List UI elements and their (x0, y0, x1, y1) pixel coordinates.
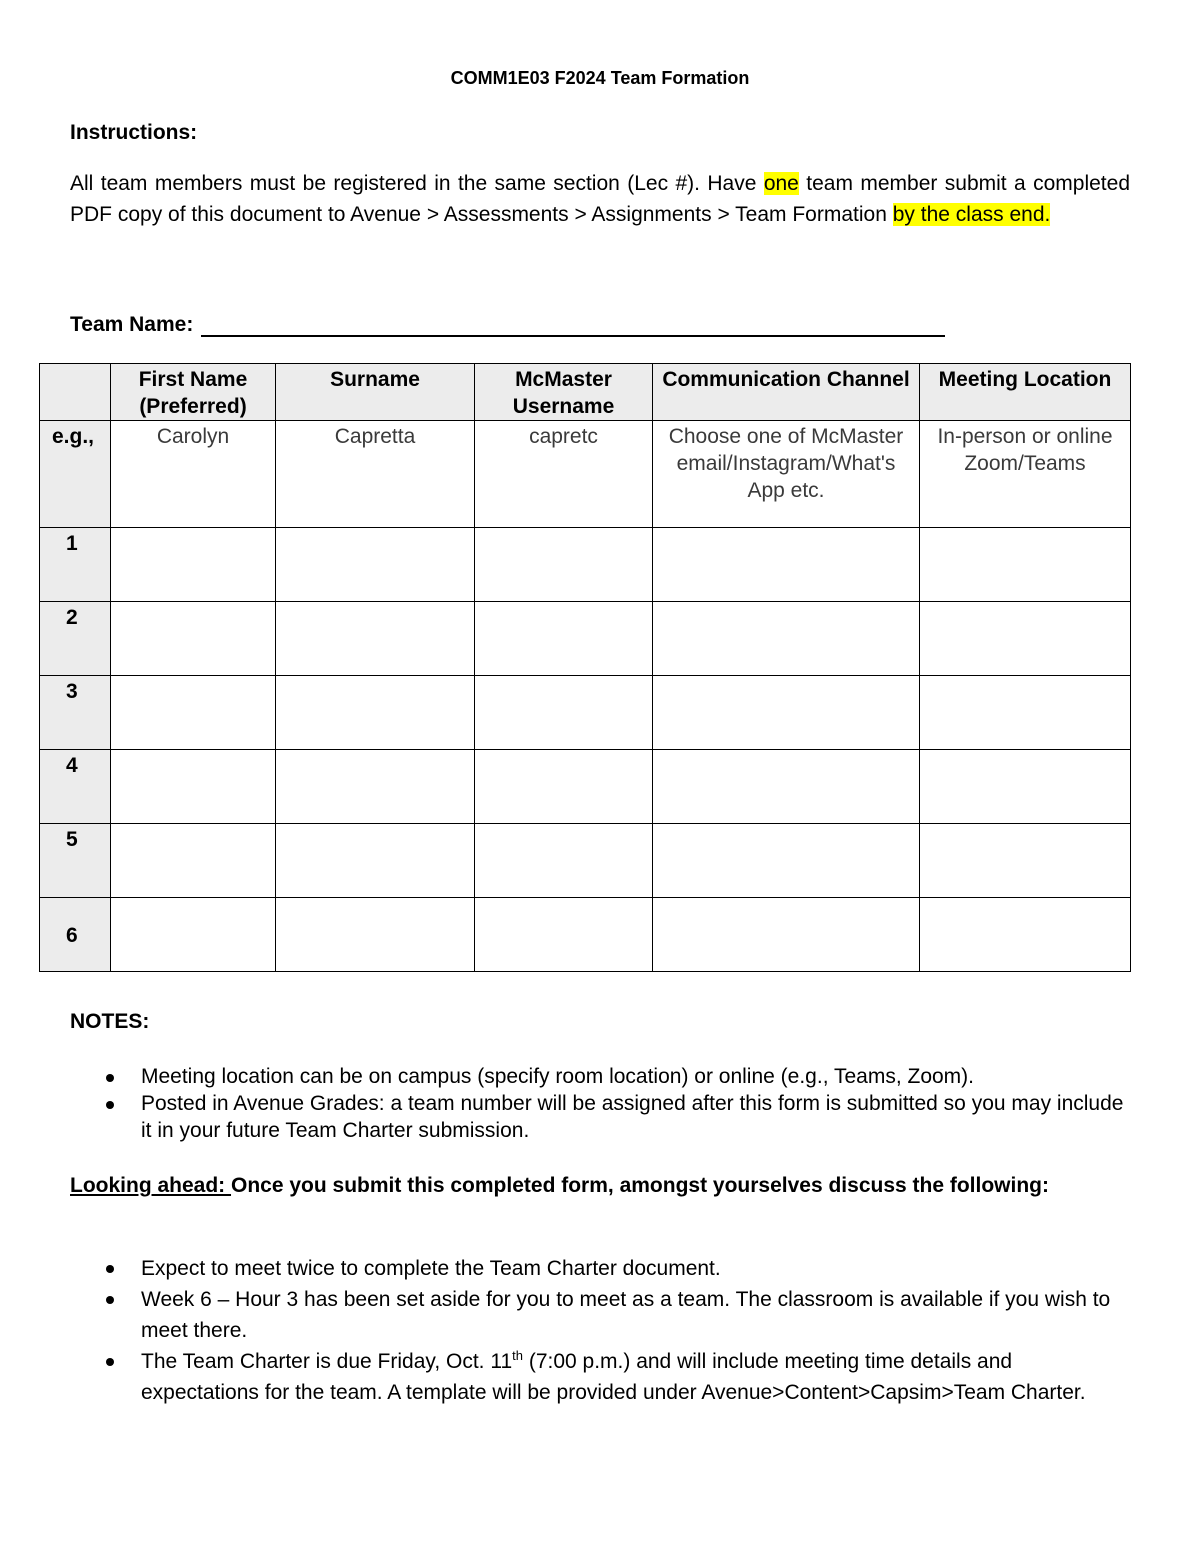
header-username: McMaster Username (475, 364, 653, 421)
row-number: 6 (40, 898, 111, 972)
table-row (40, 528, 1131, 602)
team-name-label: Team Name: (70, 313, 194, 336)
header-channel: Communication Channel (653, 364, 920, 421)
page-title: COMM1E03 F2024 Team Formation (450, 68, 750, 88)
first-name-cell[interactable] (111, 676, 276, 750)
highlighted-one: one (763, 172, 799, 195)
surname-cell[interactable] (276, 528, 475, 602)
table-header-row (40, 364, 1131, 421)
list-item: Week 6 – Hour 3 has been set aside for you to meet as a team. The classroom is available if you wish to meet there. (70, 1284, 1130, 1346)
charter-text-after: (7:00 p.m.) and will include meeting time details and expectations for the team. A template will be provided under Avenue>Content>Capsim>Team Charter. (141, 1350, 1086, 1404)
surname-cell[interactable] (276, 750, 475, 824)
table-row (40, 824, 1131, 898)
header-surname: Surname (276, 364, 475, 421)
looking-ahead-text: Once you submit this completed form, amongst yourselves discuss the following: (231, 1174, 1049, 1197)
surname-cell[interactable] (276, 676, 475, 750)
first-name-cell[interactable] (111, 824, 276, 898)
header-location: Meeting Location (920, 364, 1131, 421)
header-first-name: First Name (Preferred) (111, 364, 276, 421)
list-item-charter (70, 1346, 1130, 1408)
first-name-cell[interactable] (111, 750, 276, 824)
header-blank (40, 364, 111, 421)
example-surname: Capretta (276, 421, 475, 528)
list-item: Meeting location can be on campus (specify room location) or online (e.g., Teams, Zoom). (70, 1063, 1130, 1090)
row-number: 5 (40, 824, 111, 898)
charter-superscript: th (512, 1348, 523, 1363)
team-name-row (70, 313, 945, 337)
example-row (40, 421, 1131, 528)
username-cell[interactable] (475, 824, 653, 898)
location-cell[interactable] (920, 602, 1131, 676)
instructions-text-1: All team members must be registered in the same section (Lec #). Have (70, 172, 764, 195)
list-item: Posted in Avenue Grades: a team number will be assigned after this form is submitted so you may include it in your future Team Charter submission. (70, 1090, 1130, 1144)
row-number: 1 (40, 528, 111, 602)
location-cell[interactable] (920, 750, 1131, 824)
instructions-paragraph (70, 168, 1130, 230)
first-name-cell[interactable] (111, 602, 276, 676)
team-name-field[interactable] (201, 313, 945, 337)
channel-cell[interactable] (653, 676, 920, 750)
username-cell[interactable] (475, 528, 653, 602)
channel-cell[interactable] (653, 898, 920, 972)
channel-cell[interactable] (653, 528, 920, 602)
location-cell[interactable] (920, 676, 1131, 750)
example-channel: Choose one of McMaster email/Instagram/What's App etc. (653, 421, 920, 528)
looking-ahead-label: Looking ahead: (70, 1174, 232, 1197)
looking-ahead-list (70, 1253, 1130, 1408)
instructions-text-2: team member submit a completed PDF copy of this document to Avenue > Assessments > Assignments > Team Formation (70, 172, 1131, 226)
team-members-table (39, 363, 1131, 972)
location-cell[interactable] (920, 898, 1131, 972)
instructions-heading: Instructions: (70, 121, 198, 144)
highlighted-deadline: by the class end. (892, 203, 1051, 226)
notes-heading: NOTES: (70, 1010, 150, 1033)
username-cell[interactable] (475, 750, 653, 824)
table-row (40, 750, 1131, 824)
surname-cell[interactable] (276, 898, 475, 972)
username-cell[interactable] (475, 602, 653, 676)
surname-cell[interactable] (276, 824, 475, 898)
row-number: 2 (40, 602, 111, 676)
first-name-cell[interactable] (111, 528, 276, 602)
table-row (40, 676, 1131, 750)
channel-cell[interactable] (653, 602, 920, 676)
row-number: 3 (40, 676, 111, 750)
example-row-label: e.g., (40, 421, 111, 528)
notes-list (70, 1063, 1130, 1144)
username-cell[interactable] (475, 898, 653, 972)
list-item: Expect to meet twice to complete the Team Charter document. (70, 1253, 1130, 1284)
table-row (40, 602, 1131, 676)
username-cell[interactable] (475, 676, 653, 750)
table-row (40, 898, 1131, 972)
example-location: In-person or online Zoom/Teams (920, 421, 1131, 528)
location-cell[interactable] (920, 824, 1131, 898)
first-name-cell[interactable] (111, 898, 276, 972)
channel-cell[interactable] (653, 750, 920, 824)
surname-cell[interactable] (276, 602, 475, 676)
looking-ahead-heading (70, 1172, 1130, 1199)
location-cell[interactable] (920, 528, 1131, 602)
row-number: 4 (40, 750, 111, 824)
example-first-name: Carolyn (111, 421, 276, 528)
charter-text-before: The Team Charter is due Friday, Oct. 11 (141, 1350, 513, 1373)
channel-cell[interactable] (653, 824, 920, 898)
example-username: capretc (475, 421, 653, 528)
